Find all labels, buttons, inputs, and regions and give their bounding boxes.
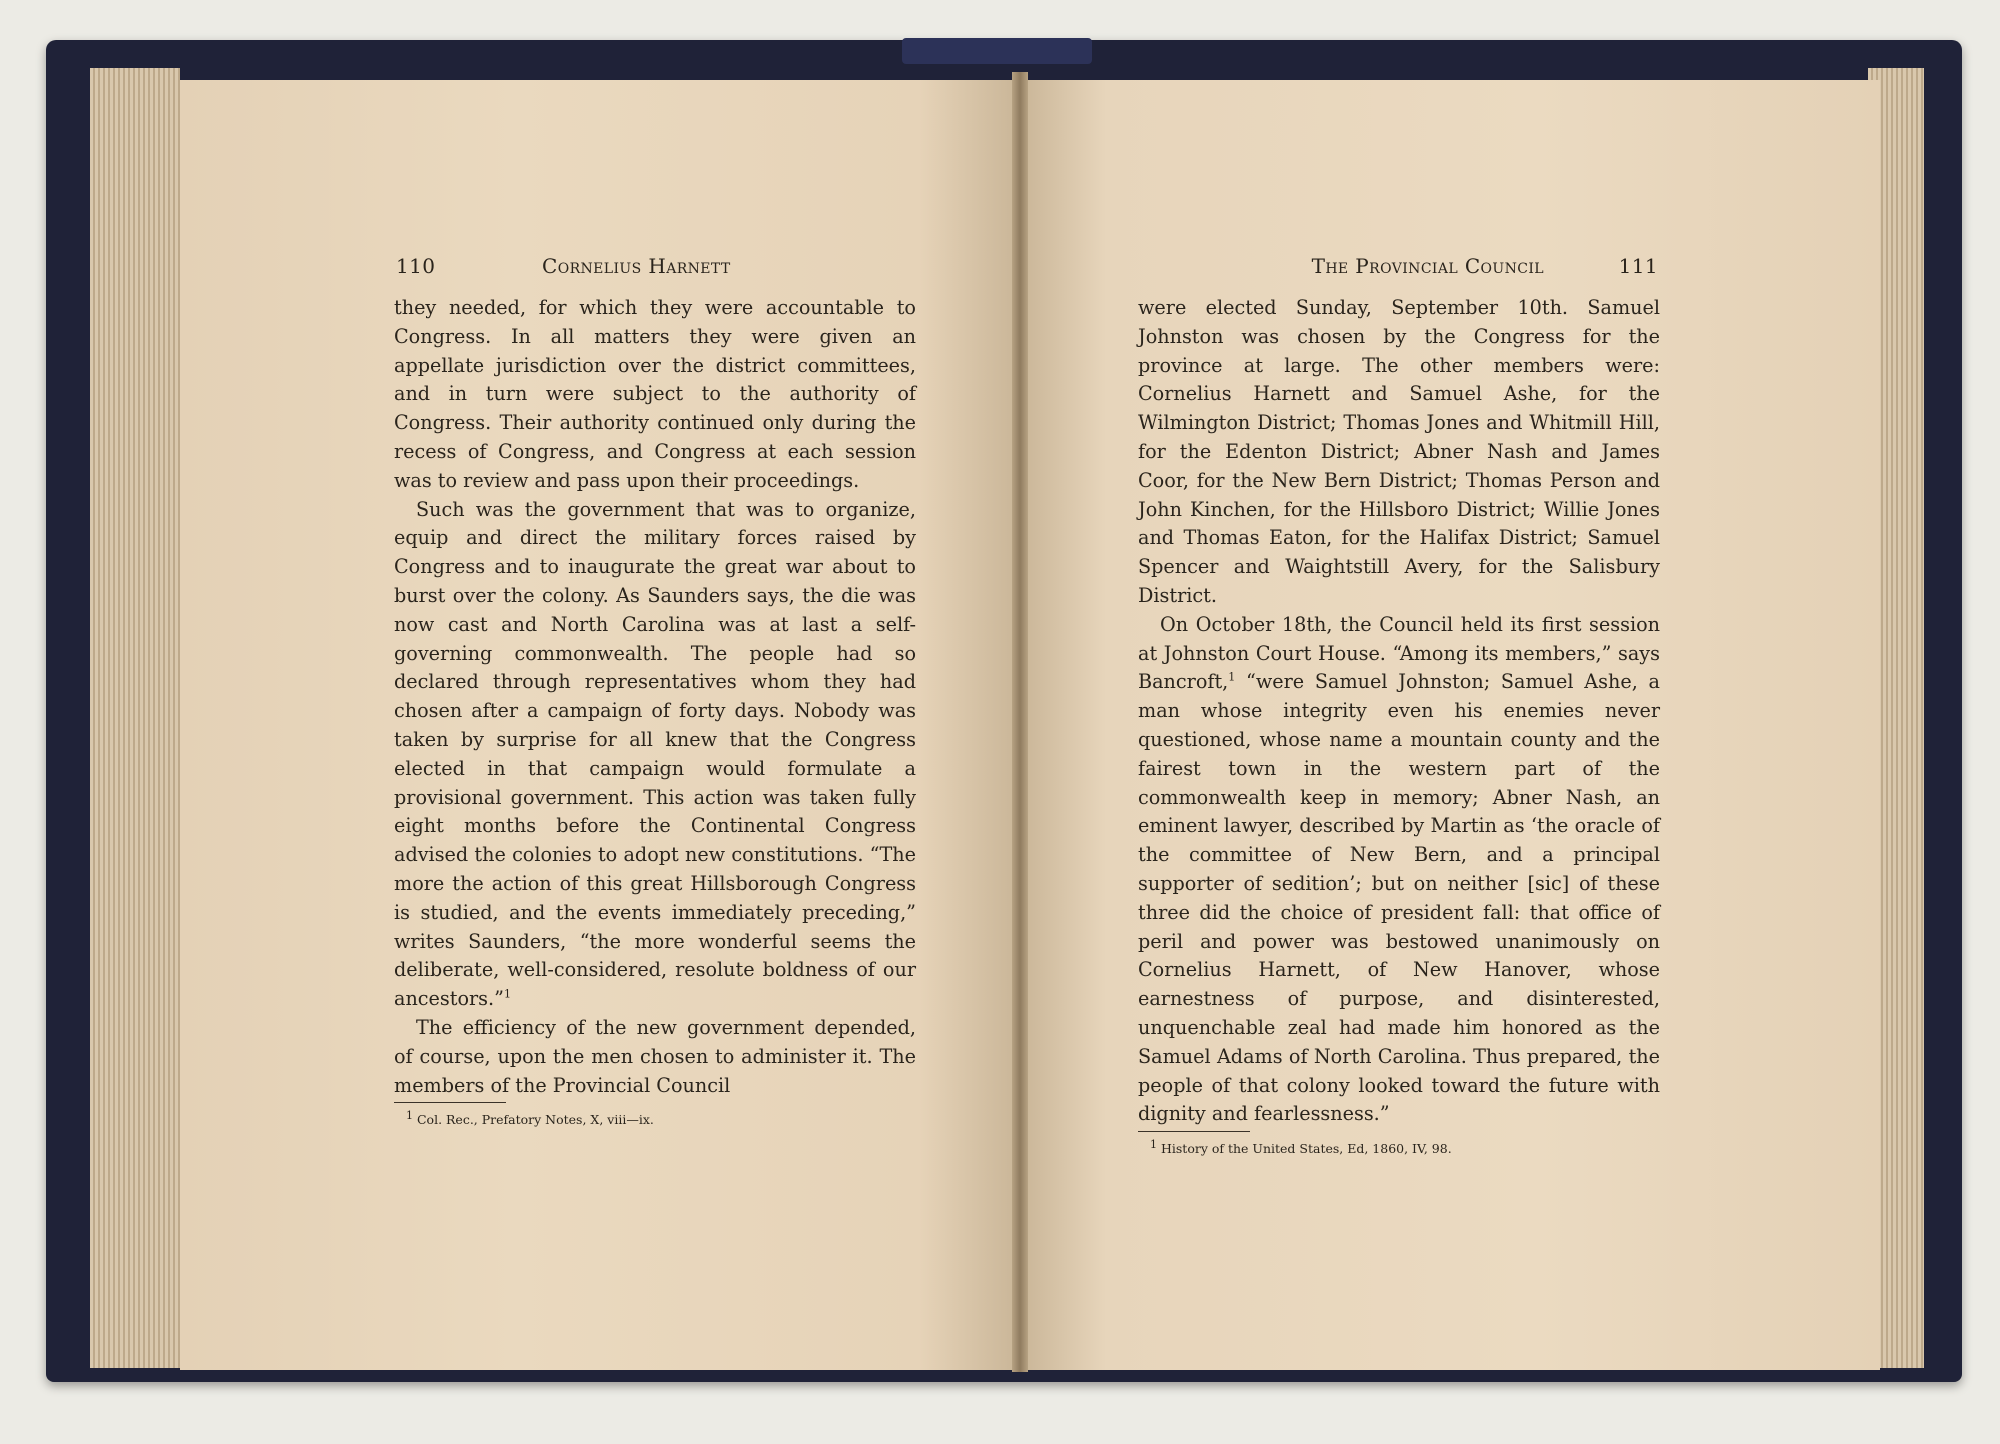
- left-paragraph-2-text: Such was the government that was to organize, equip and direct the military forces raised by Congress and to inaugurate the great war about to burst over the colony. As Saunders says, the die was now cast and North Carolina was at last a self-governing commonwealth. The people had so declared through representatives whom they had chosen after a campaign of forty days. Nobody was taken by surprise for all knew that the Congress elected in that campaign would formulate a provisional government. This action was taken fully eight months before the Continental Congress advised the colonies to adopt new constitutions. “The more the action of this great Hillsborough Congress is studied, and the events immediately preceding,” writes Saunders, “the more wonderful seems the deliberate, well-considered, resolute boldness of our ancestors.”: [394, 497, 916, 1011]
- footnote-rule: [394, 1102, 506, 1103]
- left-running-title: Cornelius Harnett: [542, 254, 731, 278]
- footnote-text: Col. Rec., Prefatory Notes, X, viii—ix.: [416, 1112, 654, 1128]
- left-page-number: 110: [396, 254, 436, 278]
- right-running-head: [1138, 254, 1660, 282]
- left-paragraph-3: The efficiency of the new government depended, of course, upon the men chosen to administer it. The members of the Provincial Council: [394, 1015, 916, 1097]
- book-gutter: [1012, 72, 1028, 1372]
- footnote-text: History of the United States, Ed, 1860, IV, 98.: [1160, 1141, 1452, 1157]
- right-footnote: [1138, 1137, 1660, 1158]
- right-body: [1138, 294, 1660, 1129]
- right-page-text: [1138, 254, 1660, 1158]
- spine-cloth: [902, 38, 1092, 64]
- right-paragraph-2-rest: “were Samuel Johnston; Samuel Ashe, a man whose integrity even his enemies never questioned, whose name a mountain county and the fairest town in the western part of the commonwealth keep in memory; Abner Nash, an eminent lawyer, described by Martin as ‘the oracle of the committee of New Bern, and a principal supporter of sedition’; but on neither [sic] of these three did the choice of president fall: that office of peril and power was bestowed unanimously on Cornelius Harnett, of New Hanover, whose earnestness of purpose, and disinterested, unquenchable zeal had made him honored as the Samuel Adams of North Carolina. Thus prepared, the people of that colony looked toward the future with dignity and fearlessness.”: [1138, 670, 1660, 1126]
- left-footnote: [394, 1111, 916, 1129]
- left-page-text: [394, 254, 916, 1129]
- right-running-title: The Provincial Council: [1311, 254, 1544, 278]
- footnote-rule: [1138, 1131, 1250, 1132]
- right-page-number: 111: [1618, 254, 1658, 278]
- footnote-reference: 1: [1228, 670, 1236, 684]
- left-page-edges: [90, 68, 180, 1368]
- left-paragraph-1: they needed, for which they were accountable to Congress. In all matters they were given an appellate jurisdiction over the district committees, and in turn were subject to the authority of Congress. Their authority continued only during the recess of Congress, and Congress at each session was to review and pass upon their proceedings.: [394, 296, 916, 492]
- footnote-marker: 1: [1150, 1137, 1157, 1151]
- right-paragraph-1: were elected Sunday, September 10th. Samuel Johnston was chosen by the Congress for the province at large. The other members were: Cornelius Harnett and Samuel Ashe, for the Wilmington District; Thomas Jones and Whitmill Hill, for the Edenton District; Abner Nash and James Coor, for the New Bern District; Thomas Person and John Kinchen, for the Hillsboro District; Willie Jones and Thomas Eaton, for the Halifax District; Samuel Spencer and Waightstill Avery, for the Salisbury District.: [1138, 296, 1660, 607]
- right-paragraph-2: [1138, 611, 1660, 1129]
- left-paragraph-2: [394, 496, 916, 1014]
- left-body: [394, 294, 916, 1100]
- left-running-head: [394, 254, 916, 282]
- footnote-marker: 1: [406, 1109, 413, 1123]
- footnote-reference: 1: [503, 987, 511, 1001]
- right-paragraph-2-start: On October 18th, the Council held its first session at Johnston Court House. “Among its members,” says Bancroft,: [1138, 612, 1660, 694]
